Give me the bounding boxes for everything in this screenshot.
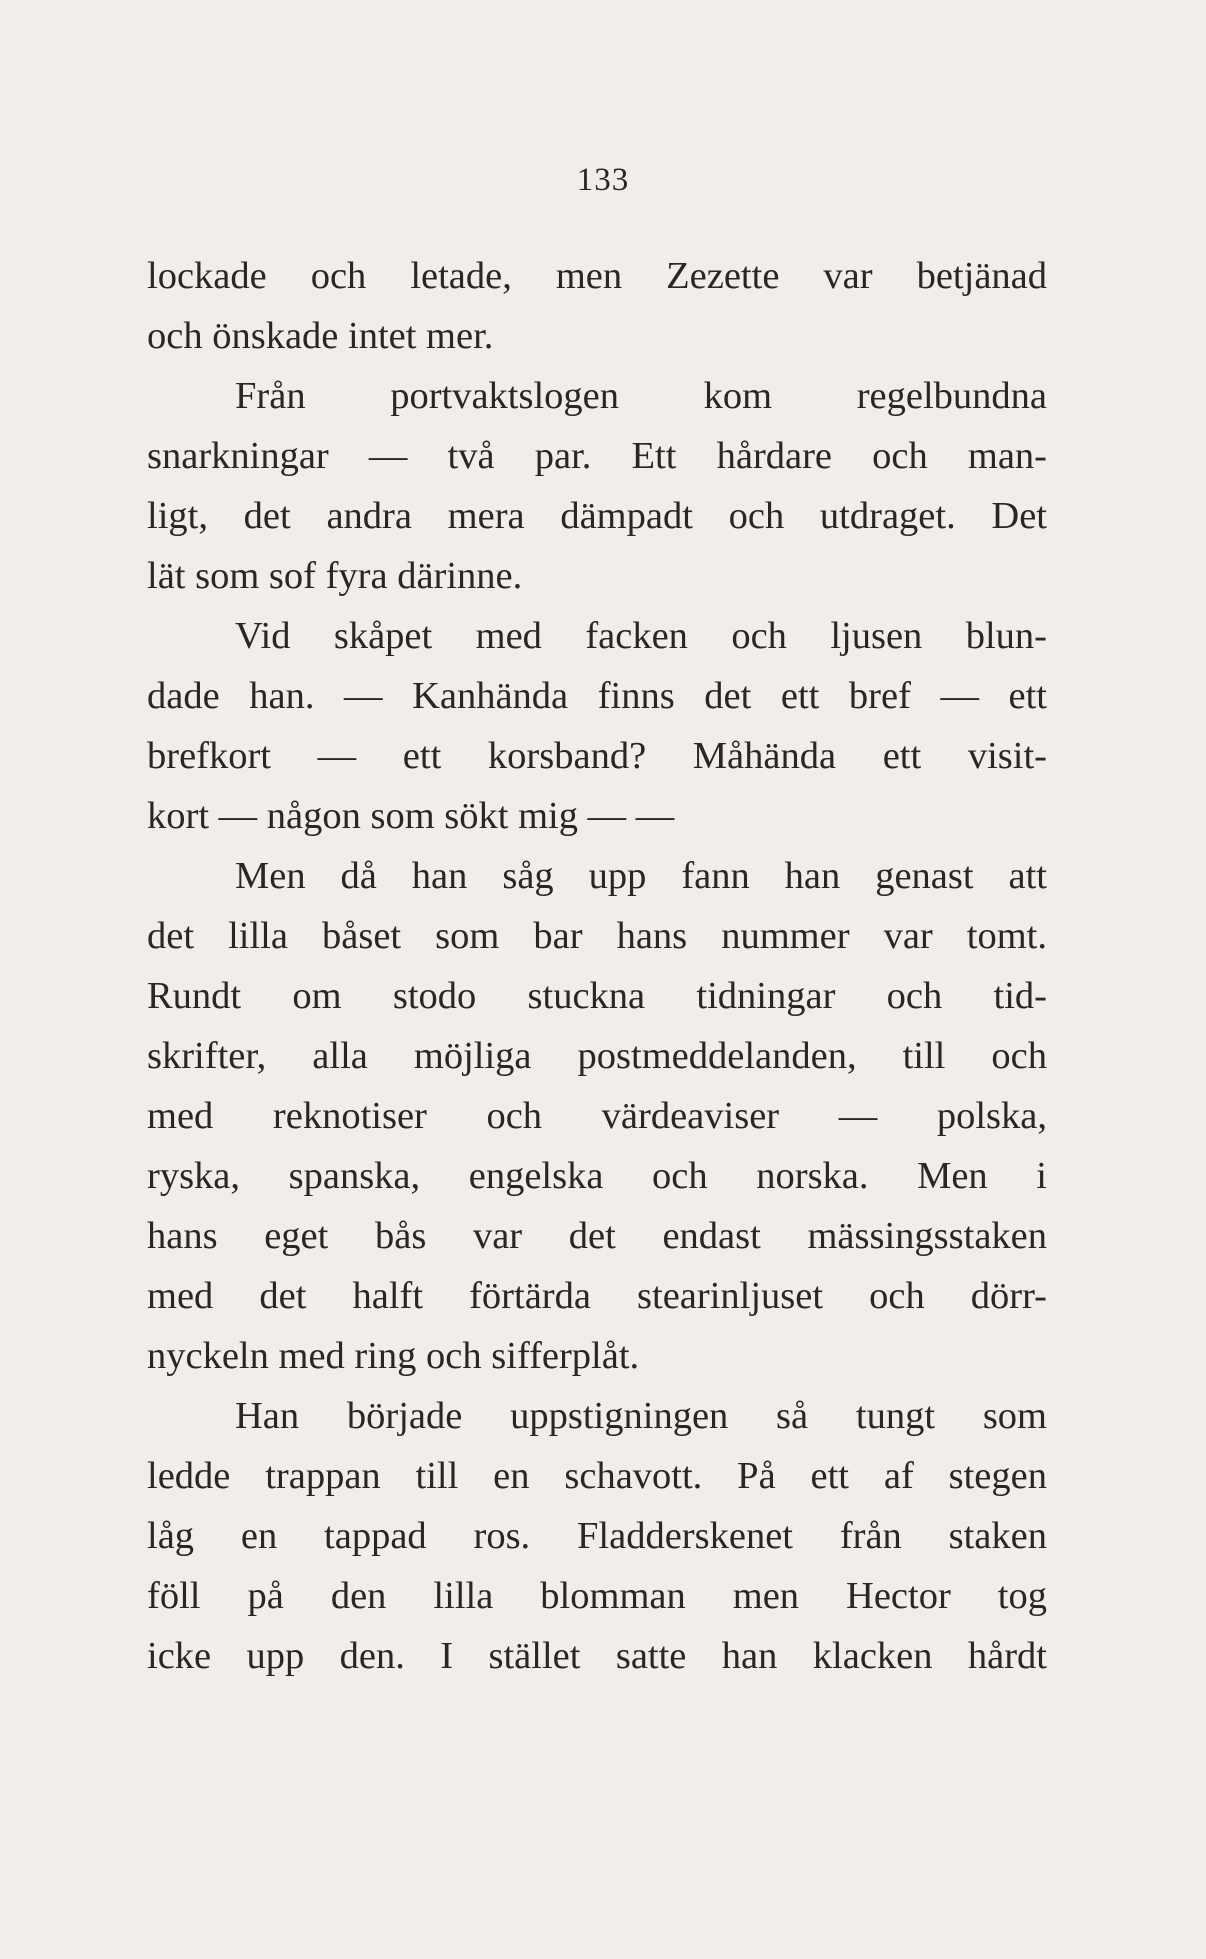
text-line: icke upp den. I stället satte han klacken hårdt (147, 1635, 1047, 1677)
text-line: ryska, spanska, engelska och norska. Men i (147, 1155, 1047, 1197)
text-line: nyckeln med ring och sifferplåt. (147, 1335, 640, 1377)
text-line: med reknotiser och värdeaviser — polska, (147, 1095, 1047, 1137)
text-line: Från portvaktslogen kom regelbundna (235, 375, 1047, 417)
text-line: brefkort — ett korsband? Måhända ett visit- (147, 735, 1047, 777)
text-line: med det halft förtärda stearinljuset och dörr- (147, 1275, 1047, 1317)
text-line: kort — någon som sökt mig — — (147, 795, 675, 837)
text-line: ledde trappan till en schavott. På ett af stegen (147, 1455, 1047, 1497)
text-line: och önskade intet mer. (147, 315, 494, 357)
page-number: 133 (576, 162, 630, 198)
text-line: Vid skåpet med facken och ljusen blun- (235, 615, 1047, 657)
body-text (147, 246, 1047, 1686)
text-line: Han började uppstigningen så tungt som (235, 1395, 1047, 1437)
text-line: Rundt om stodo stuckna tidningar och tid- (147, 975, 1047, 1017)
text-line: ligt, det andra mera dämpadt och utdraget. Det (147, 495, 1047, 537)
text-line: föll på den lilla blomman men Hector tog (147, 1575, 1047, 1617)
text-line: snarkningar — två par. Ett hårdare och man- (147, 435, 1047, 477)
text-line: dade han. — Kanhända finns det ett bref — ett (147, 675, 1047, 717)
text-line: det lilla båset som bar hans nummer var tomt. (147, 915, 1047, 957)
text-line: skrifter, alla möjliga postmeddelanden, till och (147, 1035, 1047, 1077)
text-line: låg en tappad ros. Fladderskenet från staken (147, 1515, 1047, 1557)
text-line: lockade och letade, men Zezette var betjänad (147, 255, 1047, 297)
text-line: Men då han såg upp fann han genast att (235, 855, 1047, 897)
text-line: hans eget bås var det endast mässingsstaken (147, 1215, 1047, 1257)
text-line: lät som sof fyra därinne. (147, 555, 523, 597)
